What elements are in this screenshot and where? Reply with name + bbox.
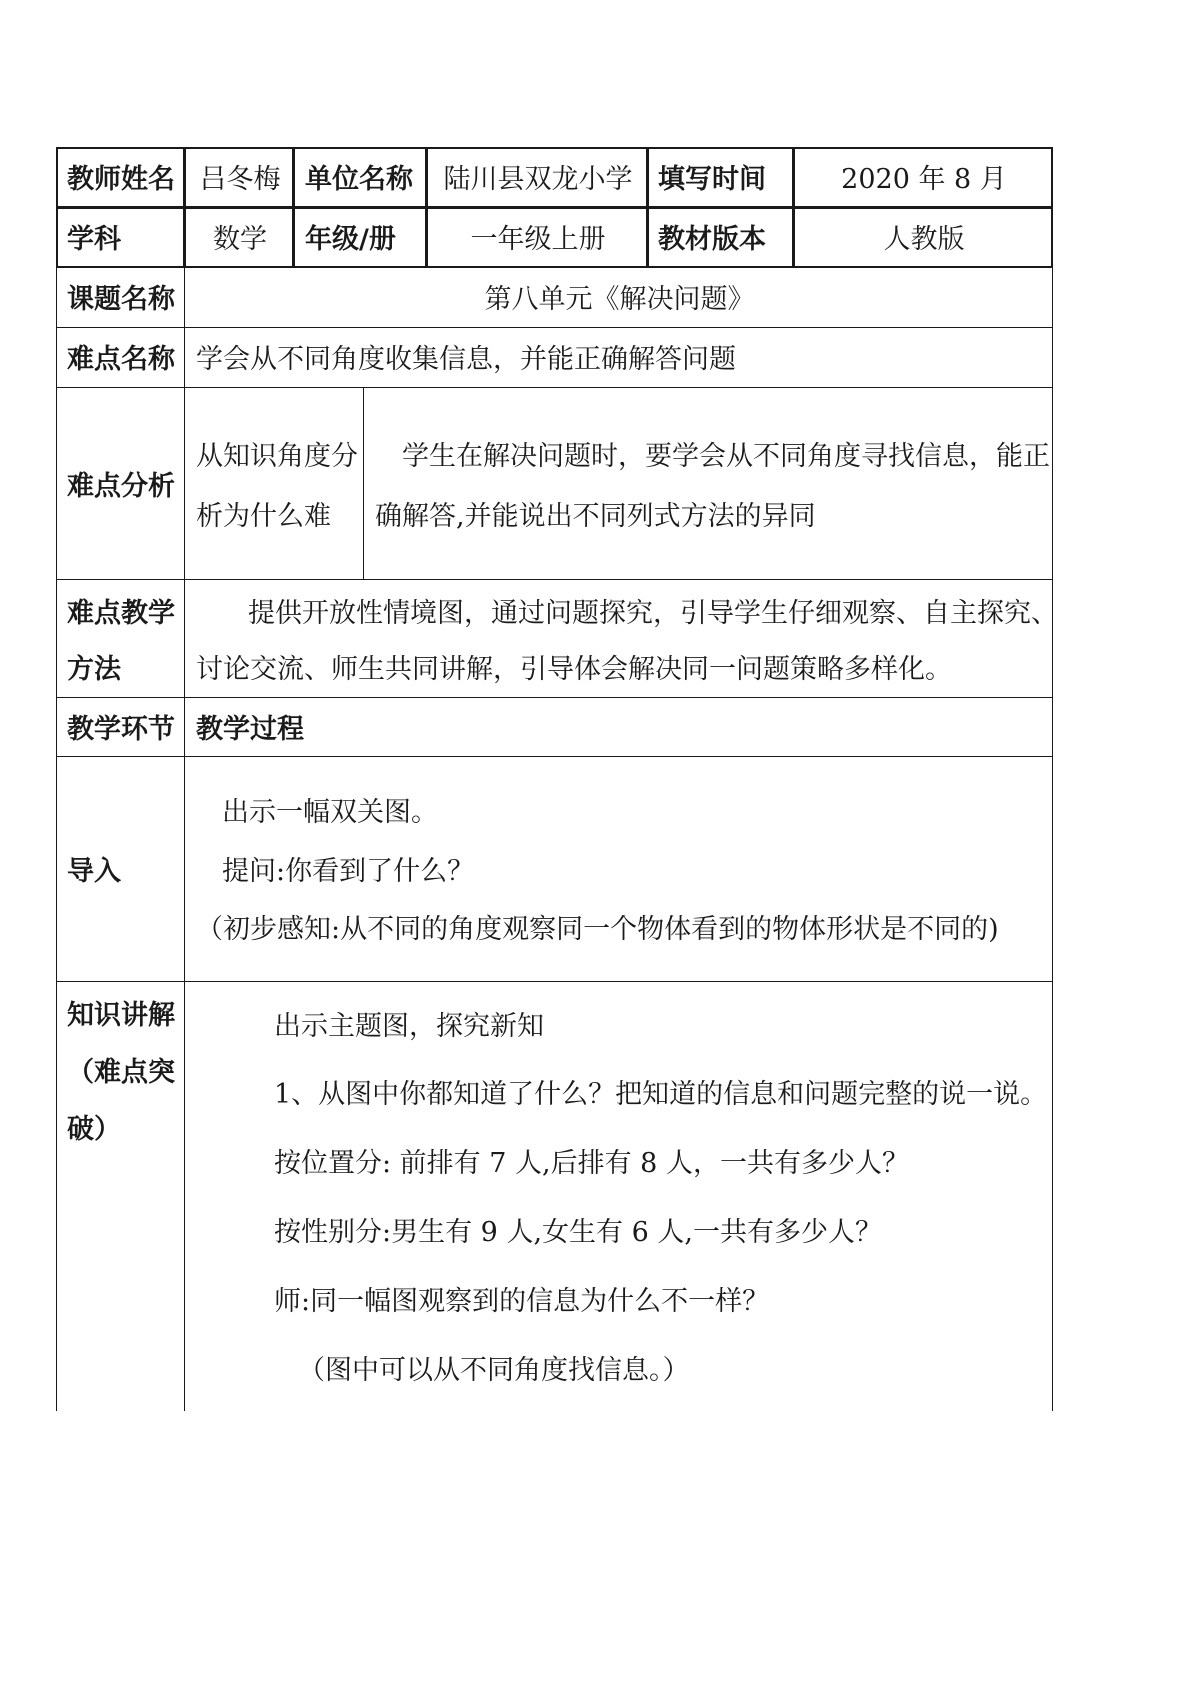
analysis-sublabel-line1: 从知识角度分	[196, 441, 358, 472]
method-text-line2: 讨论交流、师生共同讲解，引导体会解决同一问题策略多样化。	[196, 654, 952, 685]
fill-time: 2020 年 8 月	[841, 164, 1007, 195]
intro-label: 导入	[67, 856, 121, 887]
unit-name-label: 单位名称	[305, 164, 413, 195]
grade: 一年级上册	[470, 224, 606, 255]
analysis-sublabel-cell	[184, 387, 364, 580]
intro-line2: 提问:你看到了什么？	[222, 856, 475, 887]
analysis-label: 难点分析	[67, 471, 175, 502]
subject: 数学	[213, 224, 267, 255]
knowledge-line: 按位置分: 前排有 7 人,后排有 8 人，一共有多少人？	[274, 1148, 909, 1179]
process-label: 教学过程	[196, 714, 304, 745]
teacher-name-label: 教师姓名	[67, 164, 175, 195]
intro-line3: （初步感知:从不同的角度观察同一个物体看到的物体形状是不同的)	[196, 914, 999, 945]
difficulty-value: 学会从不同角度收集信息，并能正确解答问题	[196, 344, 736, 375]
topic-value: 第八单元《解决问题》	[484, 284, 755, 315]
knowledge-line: 按性别分:男生有 9 人,女生有 6 人,一共有多少人？	[274, 1217, 882, 1248]
intro-line1: 出示一幅双关图。	[222, 797, 438, 828]
difficulty-label: 难点名称	[67, 344, 175, 375]
knowledge-label-cell	[56, 981, 185, 1411]
knowledge-line: （图中可以从不同角度找信息。）	[298, 1355, 690, 1386]
subject-label: 学科	[67, 224, 121, 255]
process-label-cell	[184, 697, 1053, 757]
method-label-line1: 难点教学	[67, 598, 175, 629]
stage-label: 教学环节	[67, 714, 175, 745]
analysis-text-line2: 确解答,并能说出不同列式方法的异同	[375, 501, 816, 532]
knowledge-label-line1: 知识讲解	[67, 1000, 175, 1031]
analysis-text-line1: 学生在解决问题时，要学会从不同角度寻找信息，能正	[402, 441, 1050, 472]
edition: 人教版	[883, 224, 965, 255]
analysis-sublabel-line2: 析为什么难	[196, 501, 331, 532]
unit-name: 陆川县双龙小学	[443, 164, 633, 195]
knowledge-line: 出示主题图，探究新知	[274, 1011, 544, 1042]
knowledge-line: 1、从图中你都知道了什么？把知道的信息和问题完整的说一说。	[274, 1079, 1048, 1110]
grade-label: 年级/册	[305, 224, 396, 255]
analysis-text-cell	[363, 387, 1053, 580]
fill-time-label: 填写时间	[658, 164, 766, 195]
knowledge-text-cell	[184, 981, 1053, 1411]
knowledge-label-line3: 破）	[67, 1114, 121, 1145]
edition-label: 教材版本	[658, 224, 766, 255]
method-label-line2: 方法	[67, 654, 121, 685]
method-text-line1: 提供开放性情境图，通过问题探究，引导学生仔细观察、自主探究、	[248, 598, 1058, 629]
teacher-name: 吕冬梅	[199, 164, 281, 195]
knowledge-line: 师:同一幅图观察到的信息为什么不一样？	[274, 1286, 770, 1317]
knowledge-label-line2: （难点突	[67, 1057, 175, 1088]
topic-label: 课题名称	[67, 284, 175, 315]
